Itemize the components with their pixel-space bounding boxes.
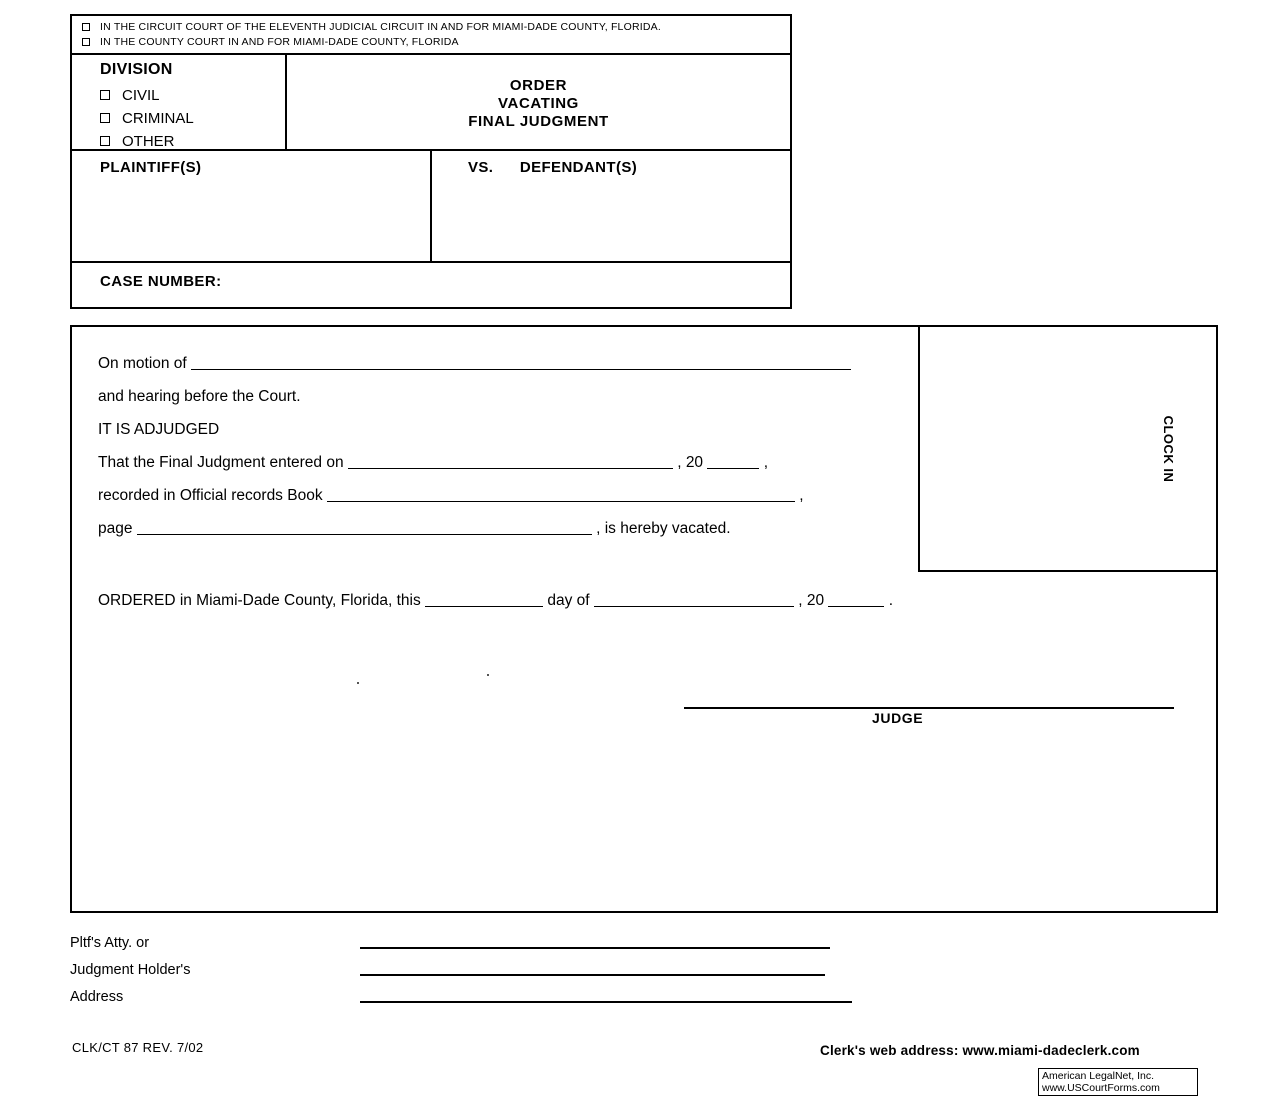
on-motion-field[interactable] xyxy=(191,355,851,370)
judgment-date-field[interactable] xyxy=(348,454,673,469)
legalnet-url: www.USCourtForms.com xyxy=(1042,1082,1160,1094)
scan-speck xyxy=(357,682,359,684)
parties-row xyxy=(72,151,790,263)
line-hearing xyxy=(98,380,928,413)
form-title-line-3: FINAL JUDGMENT xyxy=(468,113,609,130)
attorney-label-1: Pltf's Atty. or xyxy=(70,935,150,951)
line-page xyxy=(98,512,928,545)
checkbox-icon[interactable] xyxy=(100,90,110,100)
line-final-judgment xyxy=(98,446,928,479)
county-court-label: IN THE COUNTY COURT IN AND FOR MIAMI-DADE COUNTY, FLORIDA xyxy=(100,36,459,48)
judge-label: JUDGE xyxy=(872,710,924,726)
attorney-line-3 xyxy=(70,984,790,1011)
form-title-line-1: ORDER xyxy=(509,77,568,94)
adjudged-label: IT IS ADJUDGED xyxy=(98,421,220,438)
case-number-row[interactable] xyxy=(72,263,790,307)
county-court-option[interactable] xyxy=(100,35,784,50)
attorney-address-field-2[interactable] xyxy=(360,974,825,976)
checkbox-icon[interactable] xyxy=(100,136,110,146)
page-vacated-label: , is hereby vacated. xyxy=(596,520,731,537)
attorney-address-block xyxy=(70,930,790,1011)
form-title-cell xyxy=(287,55,790,149)
form-title-line-2: VACATING xyxy=(498,95,579,112)
defendant-label: DEFENDANT(S) xyxy=(519,159,638,176)
court-selection-block xyxy=(72,16,790,55)
judgment-comma: , xyxy=(763,454,768,471)
clock-in-label: CLOCK IN xyxy=(1161,415,1177,482)
final-judgment-label: That the Final Judgment entered on xyxy=(98,454,344,471)
division-option-other[interactable] xyxy=(100,130,285,153)
attorney-label-2: Judgment Holder's xyxy=(70,962,191,978)
attorney-line-1 xyxy=(70,930,790,957)
attorney-address-field-1[interactable] xyxy=(360,947,830,949)
line-on-motion xyxy=(98,347,928,380)
ordered-year-prefix: , 20 xyxy=(798,592,825,609)
defendant-cell[interactable] xyxy=(432,151,790,261)
circuit-court-option[interactable] xyxy=(100,20,784,35)
checkbox-icon[interactable] xyxy=(82,23,90,31)
form-code: CLK/CT 87 REV. 7/02 xyxy=(72,1040,204,1055)
caption-box xyxy=(70,14,792,309)
case-number-label: CASE NUMBER: xyxy=(100,273,222,290)
ordered-day-of-label: day of xyxy=(547,592,590,609)
division-cell xyxy=(72,55,287,149)
judgment-year-field[interactable] xyxy=(707,454,759,469)
order-body-text xyxy=(98,347,928,545)
ordered-day-field[interactable] xyxy=(425,592,543,607)
checkbox-icon[interactable] xyxy=(100,113,110,123)
hearing-label: and hearing before the Court. xyxy=(98,388,301,405)
page-field[interactable] xyxy=(137,520,592,535)
judge-signature-line[interactable] xyxy=(684,707,1174,709)
division-title-row xyxy=(72,55,790,151)
recorded-book-comma: , xyxy=(799,487,804,504)
recorded-book-label: recorded in Official records Book xyxy=(98,487,323,504)
judgment-year-prefix: , 20 xyxy=(677,454,704,471)
attorney-address-field-3[interactable] xyxy=(360,1001,852,1003)
scan-speck xyxy=(487,674,489,676)
clock-in-box xyxy=(918,325,1218,572)
attorney-label-3: Address xyxy=(70,989,124,1005)
page-label: page xyxy=(98,520,133,537)
attorney-line-2 xyxy=(70,957,790,984)
legalnet-stamp xyxy=(1038,1068,1198,1096)
plaintiff-label: PLAINTIFF(S) xyxy=(100,159,202,176)
checkbox-icon[interactable] xyxy=(82,38,90,46)
ordered-month-field[interactable] xyxy=(594,592,794,607)
ordered-year-field[interactable] xyxy=(828,592,884,607)
ordered-period: . xyxy=(888,592,894,609)
legalnet-company: American LegalNet, Inc. xyxy=(1042,1070,1155,1082)
ordered-label: ORDERED in Miami-Dade County, Florida, this xyxy=(98,592,421,609)
vs-label: VS. xyxy=(468,159,494,176)
line-adjudged xyxy=(98,413,928,446)
circuit-court-label: IN THE CIRCUIT COURT OF THE ELEVENTH JUDICIAL CIRCUIT IN AND FOR MIAMI-DADE COUNTY, FLORIDA. xyxy=(100,21,661,33)
division-option-criminal[interactable] xyxy=(100,107,285,130)
division-option-civil-label: CIVIL xyxy=(122,87,160,104)
plaintiff-cell[interactable] xyxy=(72,151,432,261)
clerk-web-address: Clerk's web address: www.miami-dadeclerk.com xyxy=(820,1043,1140,1058)
division-option-other-label: OTHER xyxy=(122,133,175,150)
line-recorded-book xyxy=(98,479,928,512)
on-motion-label: On motion of xyxy=(98,355,187,372)
division-title: DIVISION xyxy=(100,61,173,78)
division-option-criminal-label: CRIMINAL xyxy=(122,110,194,127)
ordered-line xyxy=(98,592,893,610)
recorded-book-field[interactable] xyxy=(327,487,795,502)
division-option-civil[interactable] xyxy=(100,84,285,107)
